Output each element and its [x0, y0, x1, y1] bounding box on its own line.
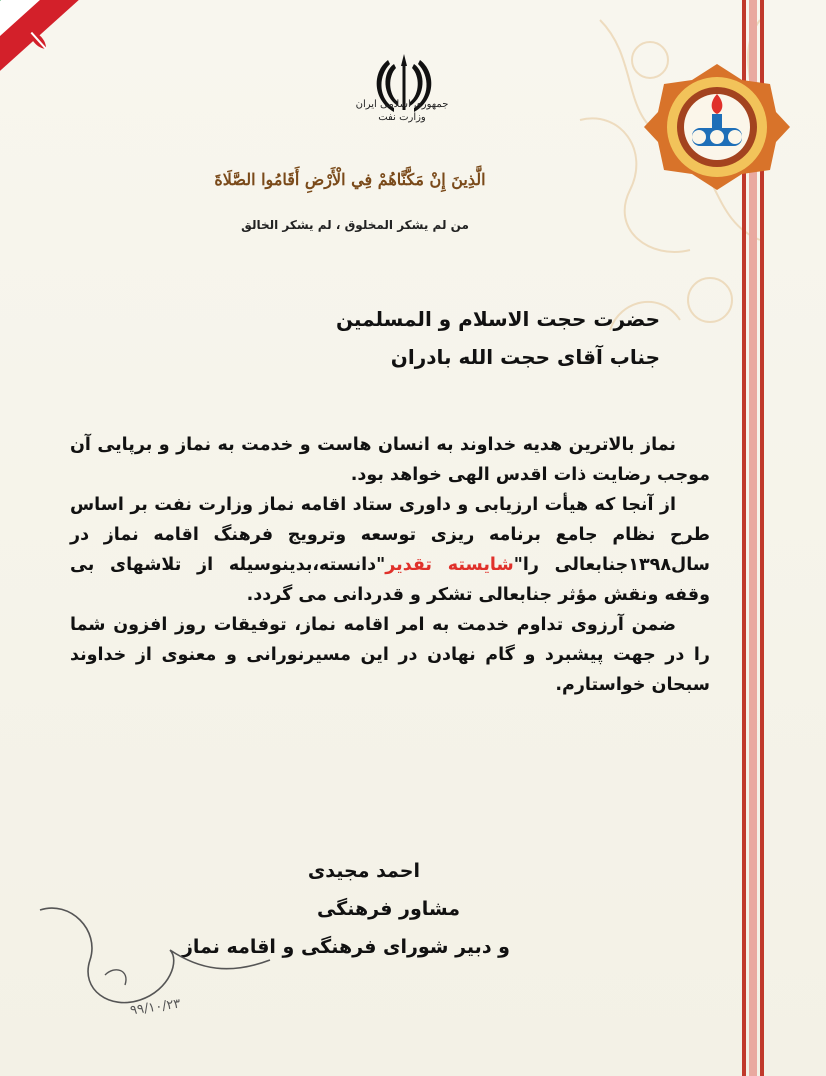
quranic-verse: الَّذِينَ إِنْ مَكَّنَّاهُمْ فِي الْأَرْضِ أَقَامُوا الصَّلَاةَ [214, 170, 486, 189]
letter-body [70, 430, 710, 700]
emblem-label [352, 98, 452, 124]
signer-name: احمد مجیدی [307, 860, 420, 882]
hadith-line: من لم یشکر المخلوق ، لم یشکر الخالق [241, 218, 469, 232]
body-paragraph-3: ضمن آرزوی تداوم خدمت به امر اقامه نماز، توفیقات روز افزون شما را در جهت پیشبرد و گام نهادن در این مسیرنورانی و معنوی از خداوند سبحان خواستارم. [70, 615, 710, 695]
highlight-phrase: شایسته تقدیر [385, 555, 514, 575]
body-p2-part1: از آنجا که هیأت ارزیابی و داوری ستاد اقامه نماز وزارت نفت بر اساس طرح نظام جامع برنامه ریزی توسعه وترویج فرهنگ اقامه نماز در سال۱۳۹۸جنابعالی را" [70, 495, 710, 575]
body-paragraph-1: نماز بالاترین هدیه خداوند به انسان هاست و خدمت به نماز و برپایی آن موجب رضایت ذات اقدس الهی خواهد بود. [70, 435, 710, 485]
emblem-label-ministry: وزارت نفت [378, 112, 426, 123]
body-paragraph-2 [70, 490, 710, 610]
salutation-title: حضرت حجت الاسلام و المسلمین [335, 307, 660, 331]
body-p2-part2: "دانسته،بدینوسیله از تلاشهای بی وقفه ونقش مؤثر جنابعالی تشکر و قدردانی می گردد. [70, 555, 710, 605]
flag-emblem-icon [18, 20, 58, 60]
emblem-label-country: جمهوری اسلامی ایران [355, 99, 449, 110]
signer-title: مشاور فرهنگی [316, 898, 460, 920]
salutation-name: جناب آقای حجت الله بادران [390, 345, 660, 369]
signer-position: و دبیر شورای فرهنگی و اقامه نماز [181, 936, 510, 958]
oil-ministry-logo-icon [642, 62, 792, 192]
recipient-salutation [240, 300, 660, 376]
handwritten-date: ۹۹/۱۰/۲۳ [129, 996, 182, 1019]
